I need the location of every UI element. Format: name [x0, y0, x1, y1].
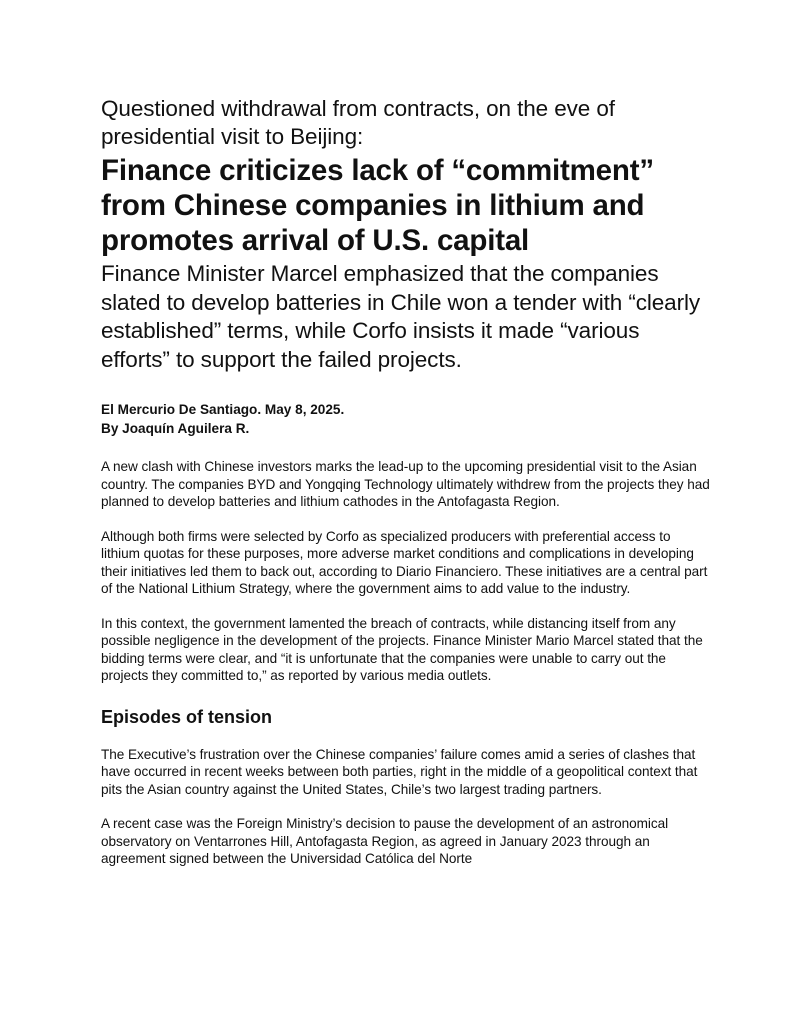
byline	[101, 400, 711, 438]
body-paragraph: Although both firms were selected by Corfo as specialized producers with preferential access to lithium quotas for these purposes, more adverse market conditions and complications in developing their initiatives led them to back out, according to Diario Financiero. These initiatives are a central part of the National Lithium Strategy, where the government aims to add value to the industry.	[101, 528, 708, 596]
body-paragraph: The Executive’s frustration over the Chinese companies’ failure comes amid a series of clashes that have occurred in recent weeks between both parties, right in the middle of a geopolitical context that pits the Asian country against the United States, Chile’s two largest trading partners.	[101, 746, 698, 797]
source-line: El Mercurio De Santiago. May 8, 2025.	[101, 402, 345, 417]
body-paragraph: A recent case was the Foreign Ministry’s decision to pause the development of an astronomical observatory on Ventarrones Hill, Antofagasta Region, as agreed in January 2023 through an agreement signed between the Universidad Católica del Norte	[101, 816, 669, 866]
article-headline: Finance criticizes lack of “commitment” from Chinese companies in lithium and promotes arrival of U.S. capital	[101, 154, 654, 257]
author-line: By Joaquín Aguilera R.	[101, 421, 250, 436]
article-dek: Finance Minister Marcel emphasized that the companies slated to develop batteries in Chile won a tender with “clearly established” terms, while Corfo insists it made “various efforts” to support the failed projects.	[101, 261, 701, 372]
article	[101, 95, 711, 868]
body-paragraph: In this context, the government lamented the breach of contracts, while distancing itself from any possible negligence in the development of the projects. Finance Minister Mario Marcel stated that the bidding terms were clear, and “it is unfortunate that the companies were unable to carry out the projects they committed to,” as reported by various media outlets.	[101, 615, 703, 683]
section-heading: Episodes of tension	[101, 706, 273, 727]
body-paragraph: A new clash with Chinese investors marks the lead-up to the upcoming presidential visit to the Asian country. The companies BYD and Yongqing Technology ultimately withdrew from the projects they had planned to develop batteries and lithium cathodes in the Antofagasta Region.	[101, 459, 710, 509]
article-kicker: Questioned withdrawal from contracts, on the eve of presidential visit to Beijing:	[101, 96, 615, 149]
